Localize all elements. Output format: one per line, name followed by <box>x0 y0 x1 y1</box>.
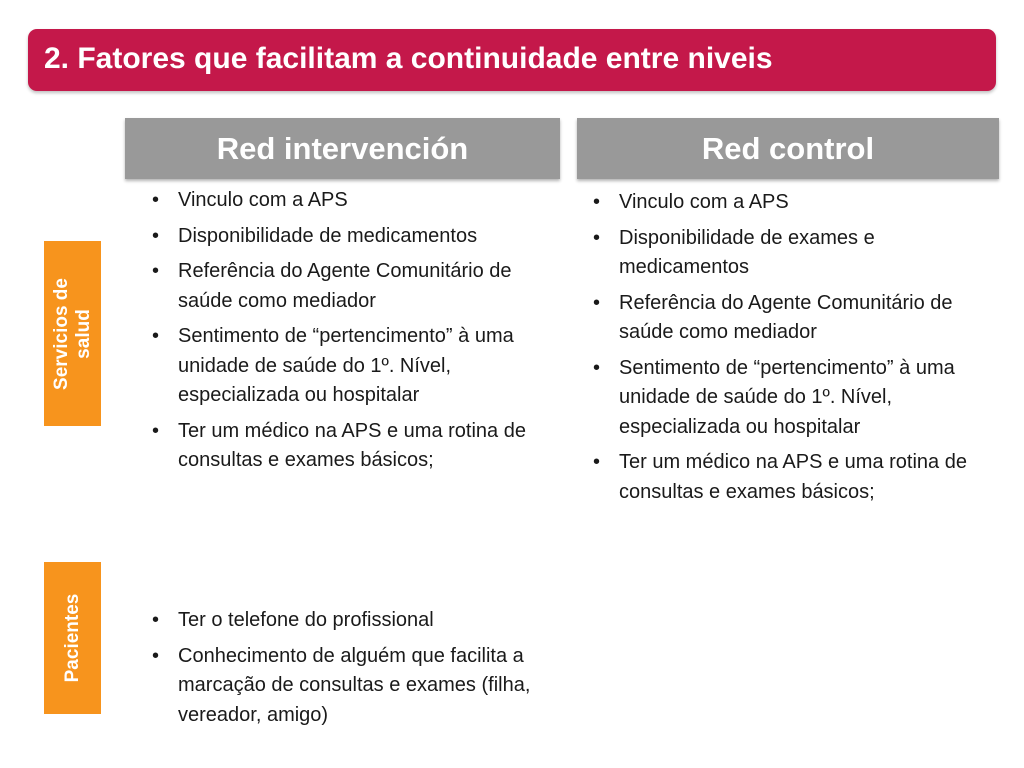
list-item <box>140 222 560 252</box>
list-item <box>581 354 1001 443</box>
row-label-services-line1: Servicios de <box>50 277 72 390</box>
bullet-icon: • <box>593 226 601 249</box>
row-label-services <box>44 241 101 426</box>
list-item <box>140 186 560 216</box>
bullet-icon: • <box>152 419 160 442</box>
list-item-text: Disponibilidade de medicamentos <box>178 224 478 247</box>
list-item <box>140 642 560 731</box>
list-item <box>140 417 560 476</box>
row-label-services-text <box>51 278 95 390</box>
list-item <box>140 606 560 636</box>
bullet-icon: • <box>152 260 160 282</box>
bullet-icon: • <box>593 356 601 379</box>
list-item <box>140 322 560 411</box>
list-item-text: Sentimento de “pertencimento” à uma unidade de saúde do 1º. Nível, especializada ou hospitalar <box>619 356 955 438</box>
list-item <box>581 224 1001 283</box>
list-item-text: Ter o telefone do profissional <box>178 609 434 631</box>
slide-title: 2. Fatores que facilitam a continuidade entre niveis <box>44 42 773 75</box>
list-item <box>581 188 1001 218</box>
list-item-text: Referência do Agente Comunitário de saúde como mediador <box>619 291 953 343</box>
list-item-text: Conhecimento de alguém que facilita a marcação de consultas e exames (filha, vereador, amigo) <box>178 644 531 726</box>
list-item-text: Vinculo com a APS <box>619 191 789 213</box>
column-header-intervention: Red intervención <box>125 118 560 179</box>
row-label-patients-text: Pacientes <box>61 593 83 683</box>
list-item-text: Sentimento de “pertencimento” à uma unidade de saúde do 1º. Nível, especializada ou hospitalar <box>178 325 514 406</box>
row-label-services-line2: salud <box>72 308 94 359</box>
list-item-text: Ter um médico na APS e uma rotina de consultas e exames básicos; <box>178 419 526 471</box>
bullet-icon: • <box>152 325 160 347</box>
list-item <box>581 448 1001 507</box>
bullet-icon: • <box>152 224 160 247</box>
bullet-icon: • <box>152 609 160 631</box>
bullet-icon: • <box>593 191 601 213</box>
bullet-icon: • <box>593 451 601 473</box>
control-services-list <box>581 188 1001 513</box>
list-item-text: Referência do Agente Comunitário de saúde como mediador <box>178 260 512 312</box>
list-item-text: Disponibilidade de exames e medicamentos <box>619 226 875 278</box>
list-item <box>140 257 560 316</box>
intervention-patients-list <box>140 606 560 736</box>
list-item-text: Ter um médico na APS e uma rotina de consultas e exames básicos; <box>619 451 967 503</box>
bullet-icon: • <box>152 189 160 211</box>
title-banner <box>28 29 996 91</box>
list-item <box>581 289 1001 348</box>
bullet-icon: • <box>152 644 160 667</box>
list-item-text: Vinculo com a APS <box>178 189 348 211</box>
bullet-icon: • <box>593 291 601 314</box>
column-header-control: Red control <box>577 118 999 179</box>
row-label-patients <box>44 562 101 714</box>
intervention-services-list <box>140 186 560 482</box>
